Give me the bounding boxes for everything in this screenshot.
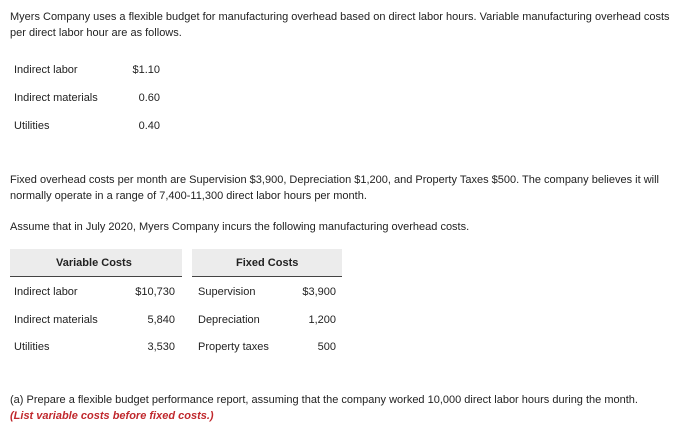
rate-label-indirect-labor: Indirect labor: [14, 64, 78, 76]
variable-cost-amount: 3,530: [147, 341, 175, 353]
fixed-costs-header: [192, 249, 342, 277]
fixed-cost-amount: $3,900: [302, 286, 336, 298]
variable-cost-label: Indirect labor: [14, 286, 78, 298]
variable-cost-amount: 5,840: [147, 314, 175, 326]
intro-paragraph: Myers Company uses a flexible budget for manufacturing overhead based on direct labor hours. Variable manufacturing overhead costs per direct labor hour are as follows.: [10, 11, 670, 39]
fixed-cost-label: Property taxes: [198, 341, 269, 353]
question-text: (a) Prepare a flexible budget performance report, assuming that the company worked 10,000 direct labor hours during the month.: [10, 394, 638, 406]
fixed-cost-amount: 1,200: [308, 314, 336, 326]
variable-cost-label: Utilities: [14, 341, 50, 353]
question-instruction: (List variable costs before fixed costs.): [10, 410, 214, 422]
rate-label-utilities: Utilities: [14, 120, 50, 132]
fixed-costs-header-label: Fixed Costs: [236, 257, 299, 269]
variable-costs-header-label: Variable Costs: [56, 257, 132, 269]
assume-paragraph: Assume that in July 2020, Myers Company incurs the following manufacturing overhead costs.: [10, 221, 470, 233]
fixed-overhead-paragraph: Fixed overhead costs per month are Supervision $3,900, Depreciation $1,200, and Property Taxes $500. The company believes it will normally operate in a range of 7,400-11,300 direct labor hours per month.: [10, 174, 659, 202]
rate-label-indirect-materials: Indirect materials: [14, 92, 98, 104]
fixed-cost-label: Supervision: [198, 286, 256, 298]
rate-value-utilities: 0.40: [138, 120, 160, 132]
rate-value-indirect-labor: $1.10: [132, 64, 160, 76]
question-a: [10, 392, 688, 424]
rate-value-indirect-materials: 0.60: [138, 92, 160, 104]
fixed-cost-label: Depreciation: [198, 314, 260, 326]
variable-cost-amount: $10,730: [135, 286, 175, 298]
variable-cost-label: Indirect materials: [14, 314, 98, 326]
fixed-cost-amount: 500: [317, 341, 336, 353]
variable-costs-header: [10, 249, 182, 277]
